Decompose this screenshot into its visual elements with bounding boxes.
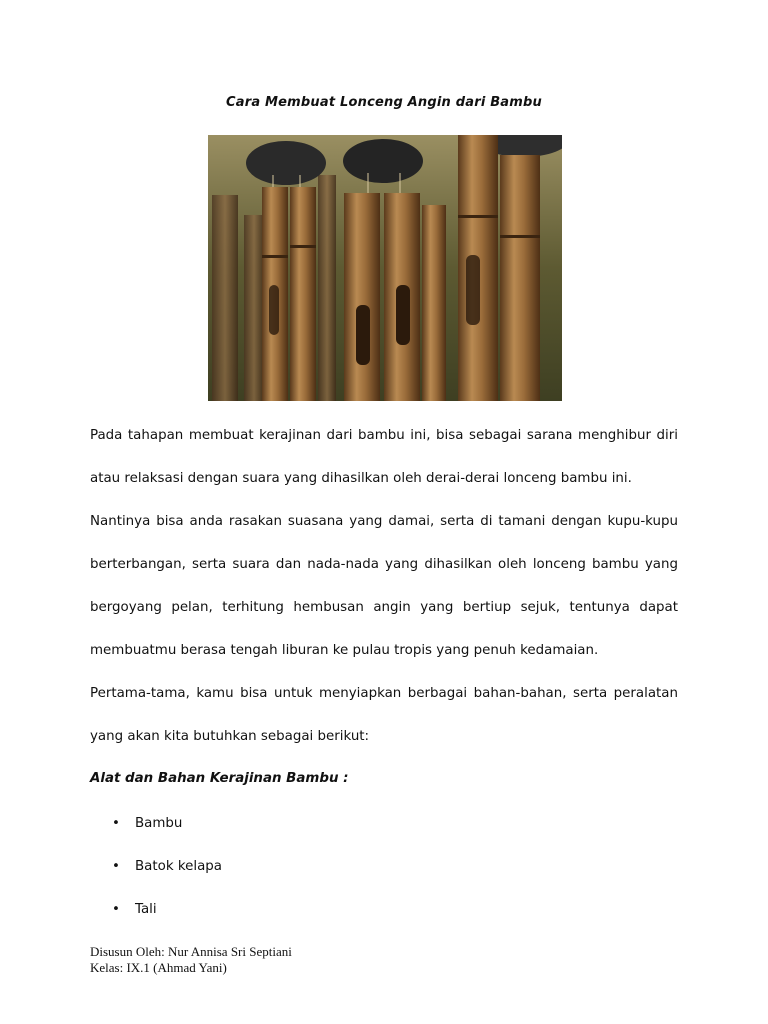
bullet-icon: • (112, 859, 120, 874)
paragraph-line: Nantinya bisa anda rasakan suasana yang damai, serta di tamani dengan kupu-kupu (90, 514, 678, 529)
bullet-icon: • (112, 902, 120, 917)
bamboo-wind-chime-photo (208, 135, 562, 401)
bullet-icon: • (112, 816, 120, 831)
list-item-label: Bambu (135, 816, 183, 831)
paragraph-line: Pada tahapan membuat kerajinan dari bambu ini, bisa sebagai sarana menghibur diri (90, 428, 678, 443)
footer-class: Kelas: IX.1 (Ahmad Yani) (90, 960, 227, 975)
paragraph-line: Pertama-tama, kamu bisa untuk menyiapkan berbagai bahan-bahan, serta peralatan (90, 686, 678, 701)
paragraph-line: berterbangan, serta suara dan nada-nada yang dihasilkan oleh lonceng bambu yang (90, 557, 678, 572)
paragraph-line: yang akan kita butuhkan sebagai berikut: (90, 729, 370, 744)
paragraph-line: bergoyang pelan, terhitung hembusan angin yang bertiup sejuk, tentunya dapat (90, 600, 678, 615)
section-heading: Alat dan Bahan Kerajinan Bambu : (90, 771, 349, 786)
page-footer (90, 944, 292, 976)
list-item (112, 902, 157, 917)
paragraph-line: membuatmu berasa tengah liburan ke pulau tropis yang penuh kedamaian. (90, 643, 599, 658)
list-item-label: Batok kelapa (135, 859, 222, 874)
list-item (112, 816, 182, 831)
paragraph-line: atau relaksasi dengan suara yang dihasilkan oleh derai-derai lonceng bambu ini. (90, 471, 632, 486)
list-item (112, 859, 222, 874)
document-title: Cara Membuat Lonceng Angin dari Bambu (226, 95, 542, 110)
bamboo-photo-illustration (208, 135, 562, 401)
footer-author: Disusun Oleh: Nur Annisa Sri Septiani (90, 944, 292, 959)
list-item-label: Tali (135, 902, 157, 917)
